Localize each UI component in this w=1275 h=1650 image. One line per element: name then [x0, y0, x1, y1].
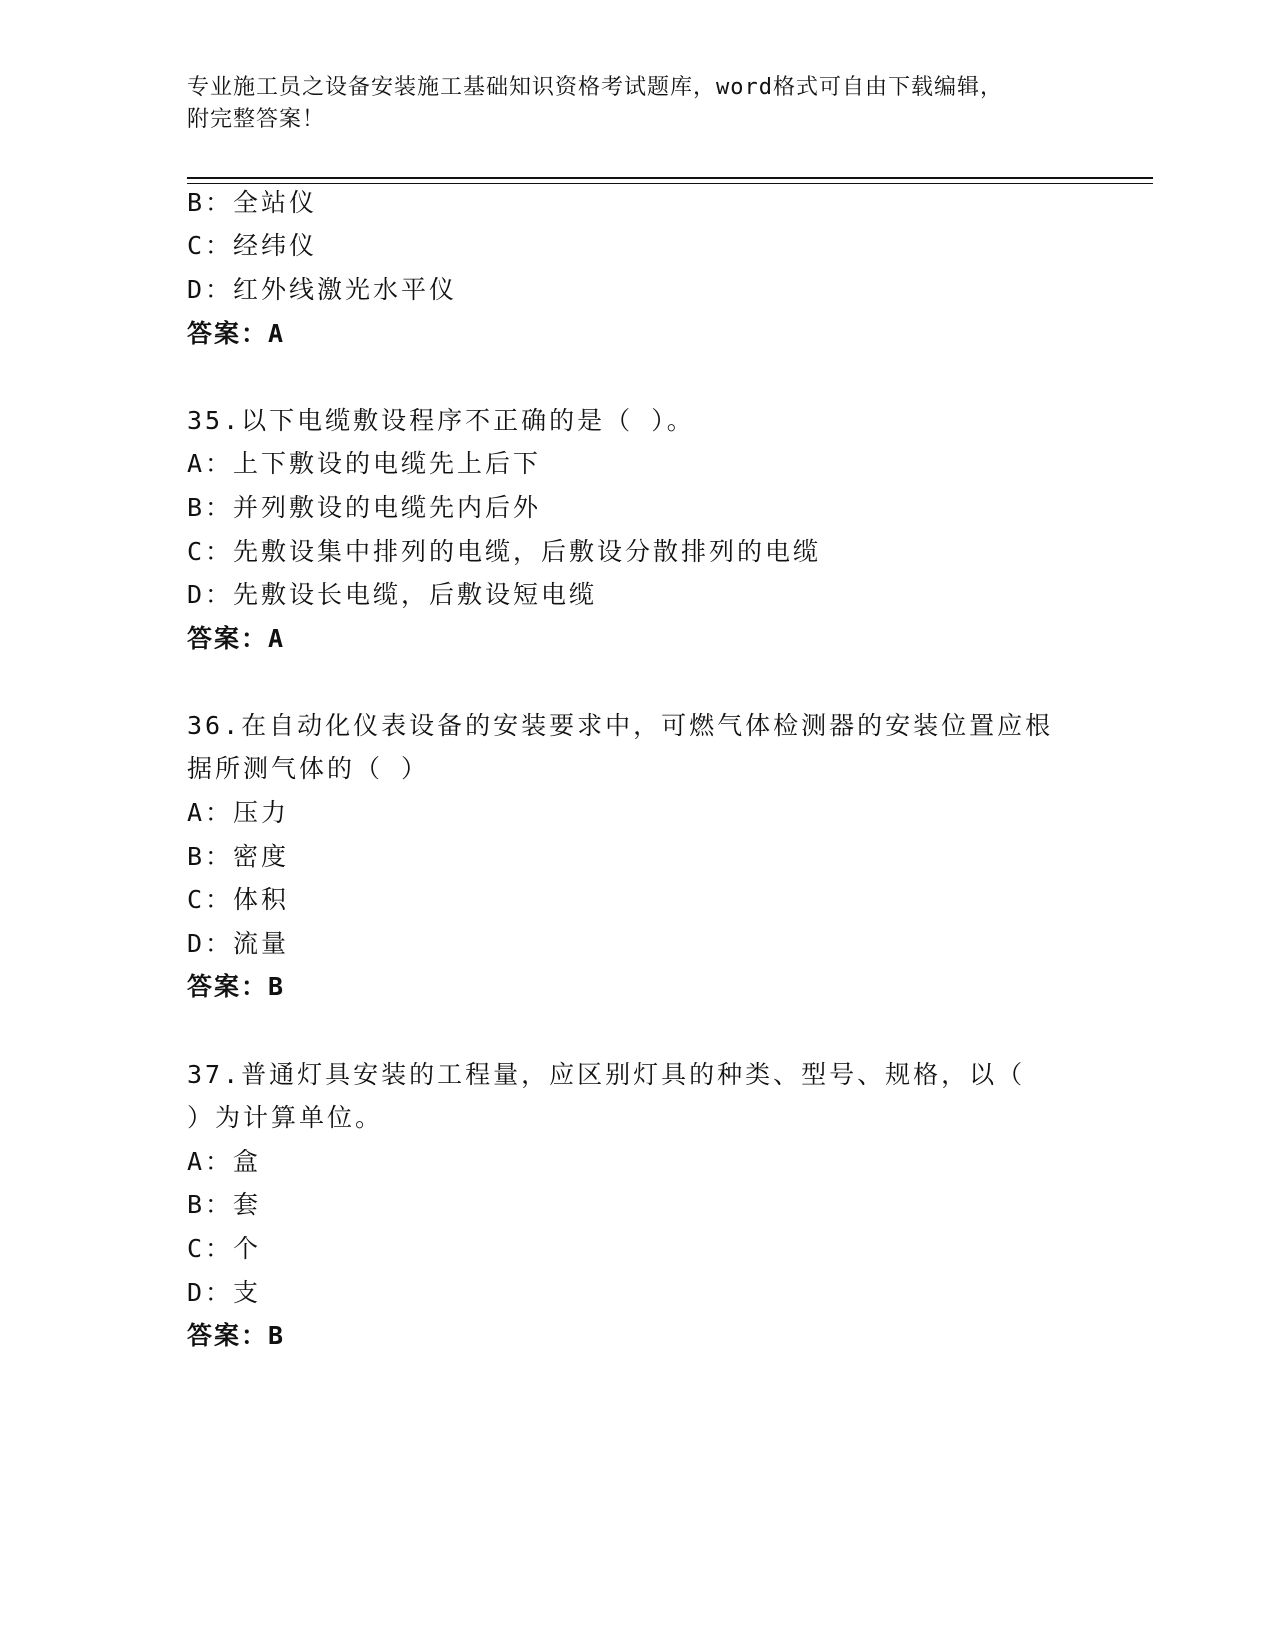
question-37-line-2: ）为计算单位。 — [187, 1103, 384, 1132]
option-c: C：经纬仪 — [187, 231, 318, 260]
option-a: A：盒 — [187, 1147, 262, 1176]
option-b: B：套 — [187, 1190, 262, 1219]
option-d: D：红外线激光水平仪 — [187, 275, 458, 304]
option-a: A：压力 — [187, 798, 290, 827]
question-35: 35.以下电缆敷设程序不正确的是（ ）。 — [187, 406, 695, 435]
option-a: A：上下敷设的电缆先上后下 — [187, 449, 542, 478]
option-d: D：支 — [187, 1278, 262, 1307]
answer-35: 答案：A — [187, 624, 286, 653]
question-37-line-1: 37.普通灯具安装的工程量，应区别灯具的种类、型号、规格，以（ — [187, 1060, 1026, 1089]
option-c: C：体积 — [187, 885, 290, 914]
answer-34: 答案：A — [187, 319, 286, 348]
header-rule-thick — [187, 177, 1153, 179]
option-b: B：并列敷设的电缆先内后外 — [187, 493, 542, 522]
header-rule-thin — [187, 183, 1153, 184]
answer-37: 答案：B — [187, 1321, 286, 1350]
question-36-line-1: 36.在自动化仪表设备的安装要求中，可燃气体检测器的安装位置应根 — [187, 711, 1054, 740]
answer-36: 答案：B — [187, 972, 286, 1001]
option-b: B：全站仪 — [187, 188, 318, 217]
option-c: C：个 — [187, 1234, 262, 1263]
option-d: D：流量 — [187, 929, 290, 958]
option-c: C：先敷设集中排列的电缆，后敷设分散排列的电缆 — [187, 537, 822, 566]
header-line-2: 附完整答案！ — [187, 107, 326, 132]
document-header — [187, 72, 1087, 136]
header-line-1: 专业施工员之设备安装施工基础知识资格考试题库，word格式可自由下载编辑， — [187, 75, 1003, 100]
option-b: B：密度 — [187, 842, 290, 871]
option-d: D：先敷设长电缆，后敷设短电缆 — [187, 580, 598, 609]
question-36-line-2: 据所测气体的（ ） — [187, 754, 430, 783]
